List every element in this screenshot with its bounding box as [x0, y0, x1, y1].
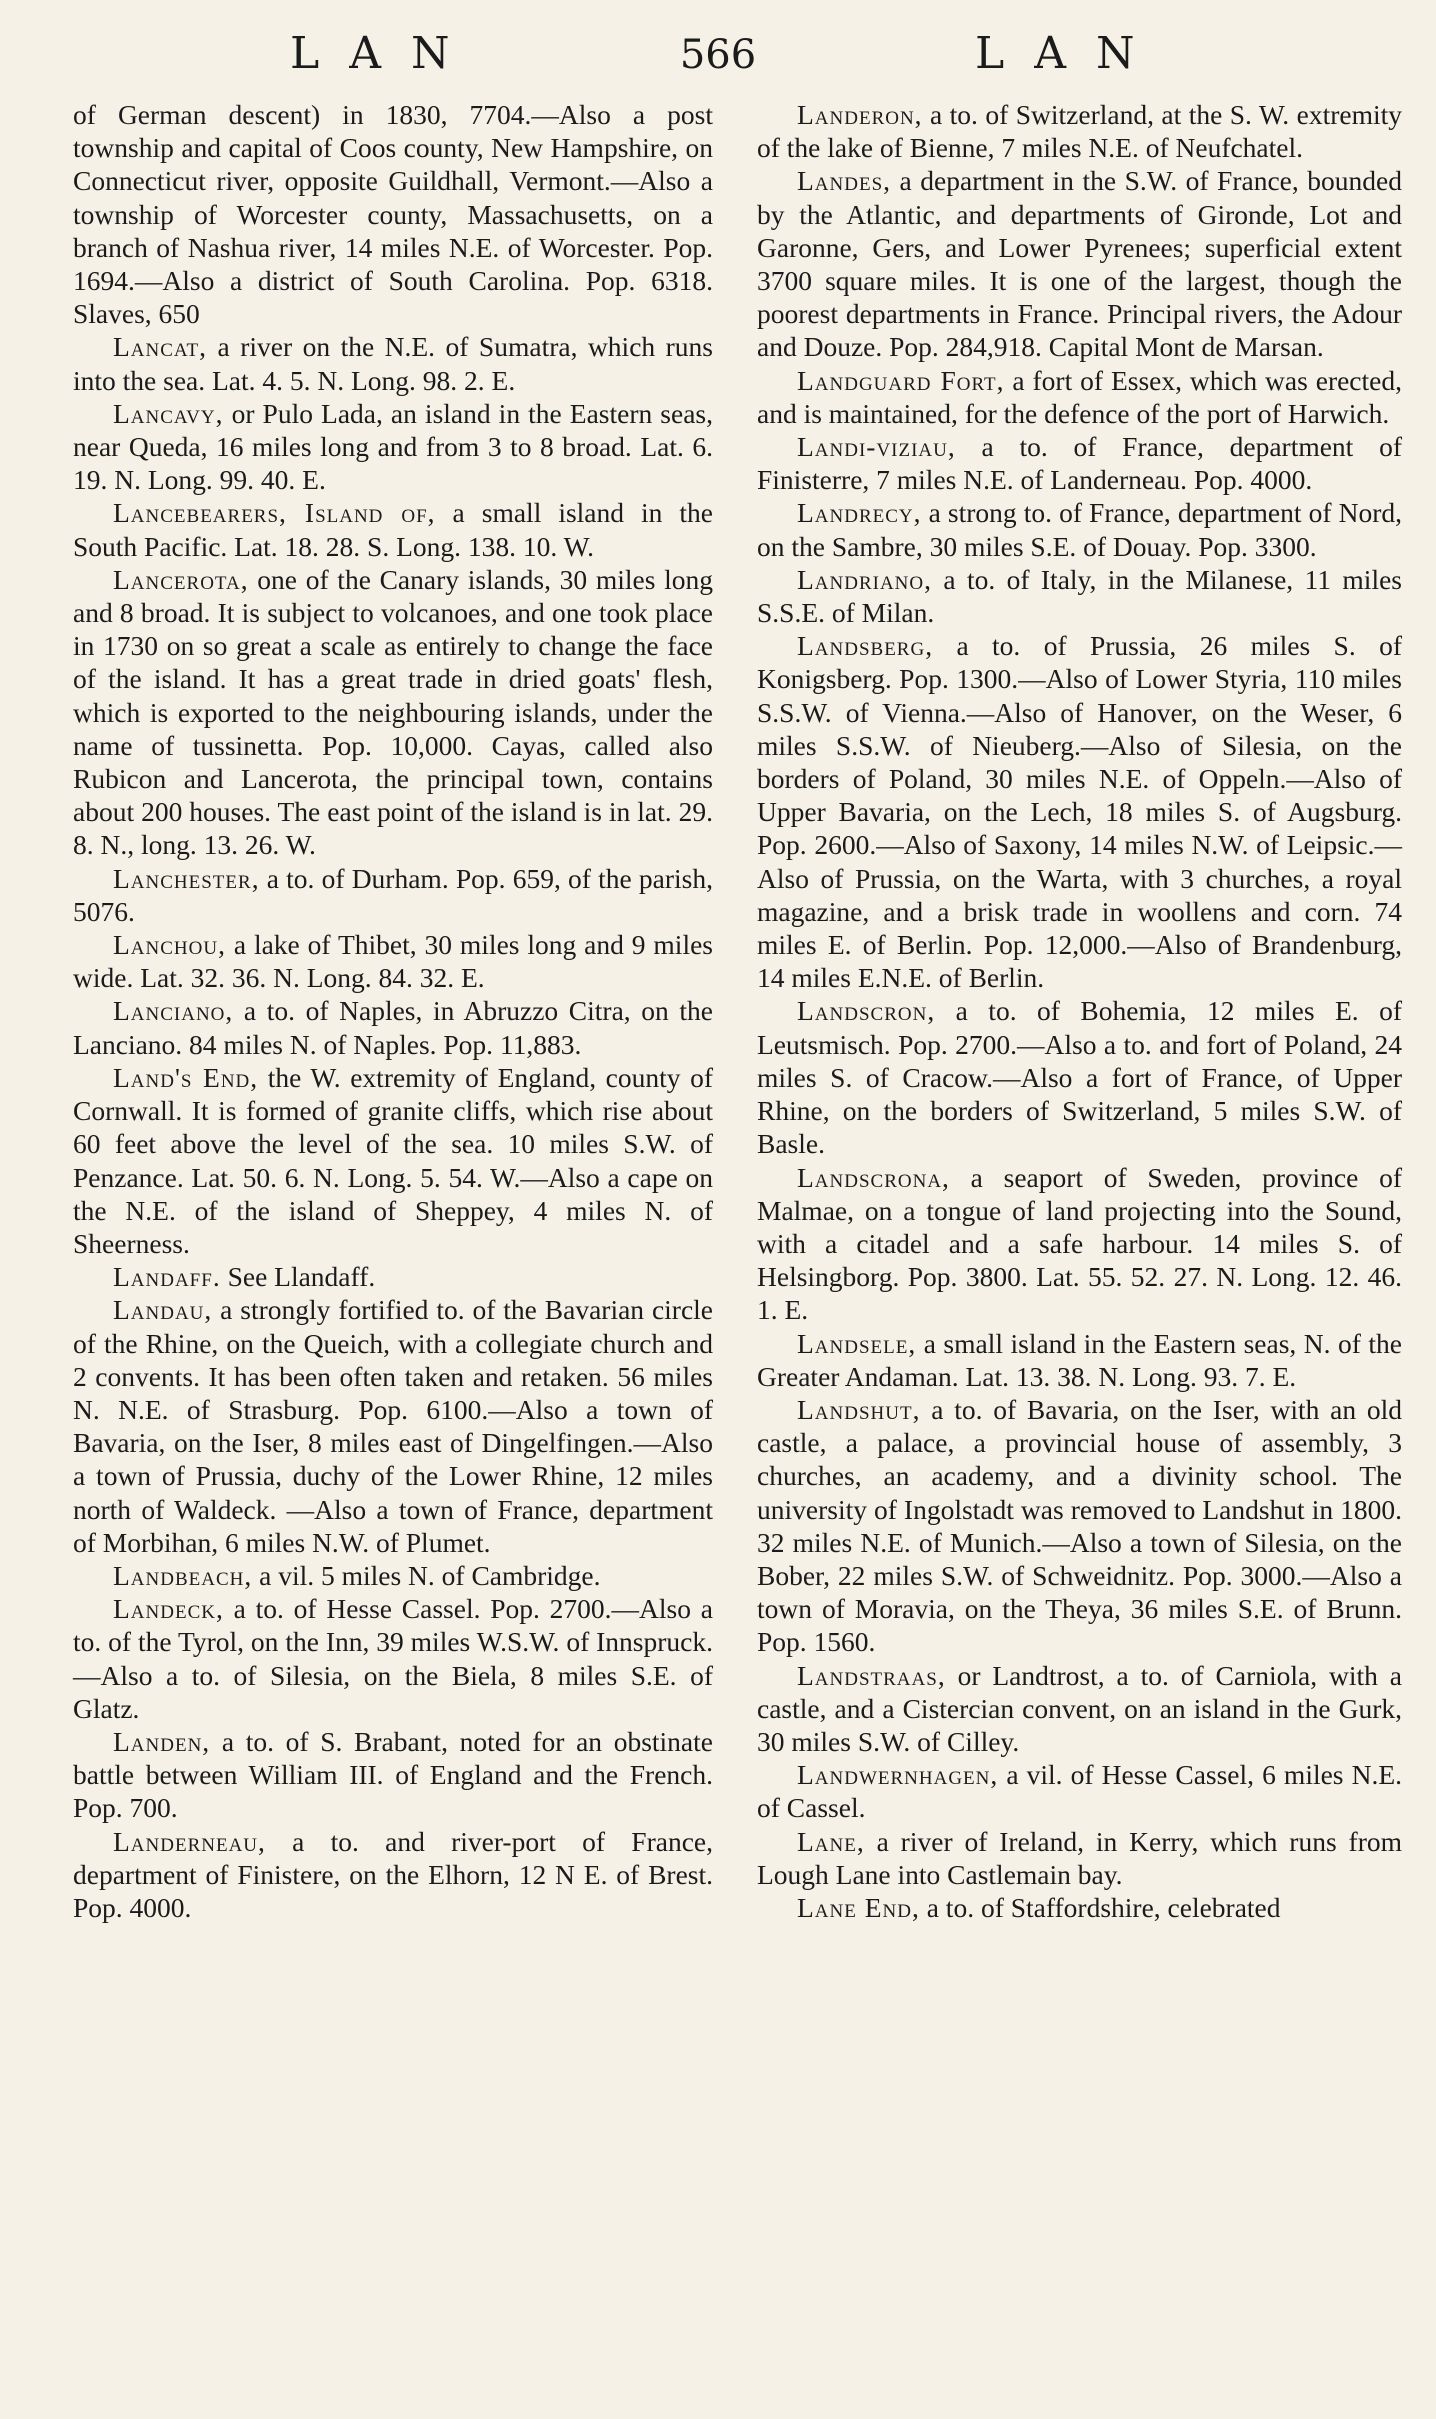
- entry-text: a strong to. of France, department of Nord, on the Sambre, 30 miles S.E. of Douay. Pop. 3300.: [757, 497, 1402, 562]
- entry-text: or Pulo Lada, an island in the Eastern seas, near Queda, 16 miles long and from 3 to 8 broad. Lat. 6. 19. N. Long. 99. 40. E.: [73, 397, 713, 496]
- entry-headword: Landriano,: [797, 563, 933, 595]
- entry-text: the W. extremity of England, county of Cornwall. It is formed of granite cliffs, which rise about 60 feet above the level of the sea. 10 miles S.W. of Penzance. Lat. 50. 6. N. Long. 5. 54. W.—Also a cape on the N.E. of the island of Sheppey, 4 miles N. of Sheerness.: [73, 1061, 713, 1259]
- entry-text: or Landtrost, a to. of Carniola, with a castle, and a Cistercian convent, on an island in the Gurk, 30 miles S.W. of Cilley.: [757, 1659, 1402, 1757]
- gazetteer-entry: [73, 1592, 713, 1725]
- entry-headword: Lancebearers, Island of,: [113, 497, 436, 529]
- gazetteer-entry: [757, 1327, 1402, 1393]
- gazetteer-entry: [757, 563, 1402, 629]
- gazetteer-entry: [73, 1293, 713, 1559]
- left-column: [73, 98, 713, 1924]
- gazetteer-entry: [73, 928, 713, 994]
- gazetteer-entry: [73, 1260, 713, 1293]
- entry-text: a to. of Prussia, 26 miles S. of Konigsberg. Pop. 1300.—Also of Lower Styria, 110 miles S.S.W. of Vienna.—Also of Hanover, on the Weser, 6 miles S.S.W. of Nieuberg.—Also of Silesia, on the borders of Poland, 30 miles N.E. of Oppeln.—Also of Upper Bavaria, on the Lech, 18 miles S. of Augsburg. Pop. 2600.—Also of Saxony, 14 miles N.W. of Leipsic.—Also of Prussia, on the Warta, with 3 churches, a royal magazine, and a brisk trade in woollens and corn. 74 miles E. of Berlin. Pop. 12,000.—Also of Brandenburg, 14 miles E.N.E. of Berlin.: [757, 630, 1402, 994]
- entry-text: a vil. 5 miles N. of Cambridge.: [252, 1559, 601, 1591]
- running-header: [0, 28, 1436, 88]
- entry-text: a seaport of Sweden, province of Malmae, on a tongue of land projecting into the Sound, with a citadel and a safe harbour. 14 miles S. of Helsingborg. Pop. 3800. Lat. 55. 52. 27. N. Long. 12. 46. 1. E.: [757, 1161, 1402, 1326]
- gazetteer-entry: [757, 164, 1402, 363]
- entry-headword: Landguard Fort,: [797, 364, 1005, 396]
- entry-headword: Landerneau,: [113, 1825, 266, 1857]
- entry-headword: Landsele,: [797, 1327, 917, 1359]
- gazetteer-entry: [757, 1825, 1402, 1891]
- entry-headword: Lancat,: [113, 331, 208, 363]
- entry-headword: Lanchester,: [113, 862, 260, 894]
- entry-headword: Landi-viziau,: [797, 431, 956, 463]
- gazetteer-entry: [757, 496, 1402, 562]
- entry-headword: Landeron,: [797, 99, 923, 130]
- gazetteer-entry: [757, 629, 1402, 994]
- entry-text: a to. of Staffordshire, celebrated: [919, 1891, 1281, 1923]
- entry-text: a to. of S. Brabant, noted for an obstinate battle between William III. of England and the French. Pop. 700.: [73, 1725, 713, 1824]
- gazetteer-entry: [73, 1559, 713, 1592]
- entry-text: a river of Ireland, in Kerry, which runs from Lough Lane into Castlemain bay.: [757, 1825, 1402, 1890]
- gazetteer-entry: [757, 430, 1402, 496]
- entry-headword: Lancavy,: [113, 397, 224, 429]
- entry-headword: Lanchou,: [113, 929, 226, 961]
- entry-text: a river on the N.E. of Sumatra, which runs into the sea. Lat. 4. 5. N. Long. 98. 2. E.: [73, 331, 713, 396]
- gazetteer-entry: [757, 98, 1402, 164]
- entry-text: one of the Canary islands, 30 miles long and 8 broad. It is subject to volcanoes, and one took place in 1730 on so great a scale as entirely to change the face of the island. It has a great trade in dried goats' flesh, which is exported to the neighbouring islands, under the name of tussinetta. Pop. 10,000. Cayas, called also Rubicon and Lancerota, the principal town, contains about 200 houses. The east point of the island is in lat. 29. 8. N., long. 13. 26. W.: [73, 563, 713, 861]
- entry-headword: Lanciano,: [113, 995, 234, 1027]
- entry-text: a to. of Durham. Pop. 659, of the parish, 5076.: [73, 862, 713, 927]
- entry-headword: Landscrona,: [797, 1161, 950, 1193]
- gazetteer-entry: [73, 397, 713, 497]
- entry-headword: Landshut,: [797, 1393, 921, 1425]
- gazetteer-entry: [73, 1825, 713, 1925]
- right-column: [757, 98, 1402, 1924]
- gazetteer-entry: [73, 862, 713, 928]
- entry-text: a to. and river-port of France, department of Finistere, on the Elhorn, 12 N E. of Brest. Pop. 4000.: [73, 1825, 713, 1923]
- entry-headword: Lane End,: [797, 1891, 920, 1923]
- entry-text: a to. of Switzerland, at the S. W. extremity of the lake of Bienne, 7 miles N.E. of Neufchatel.: [757, 99, 1402, 164]
- entry-text: a small island in the South Pacific. Lat. 18. 28. S. Long. 138. 10. W.: [73, 497, 713, 562]
- entry-text: of German descent) in 1830, 7704.—Also a post township and capital of Coos county, New Hampshire, on Connecticut river, opposite Guildhall, Vermont.—Also a township of Worcester county, Massachusetts, on a branch of Nashua river, 14 miles N.E. of Worcester. Pop. 1694.—Also a district of South Carolina. Pop. 6318. Slaves, 650: [73, 99, 713, 330]
- entry-headword: Landwernhagen,: [797, 1759, 999, 1791]
- entry-headword: Landsberg,: [797, 630, 934, 662]
- entry-text: a to. of Italy, in the Milanese, 11 miles S.S.E. of Milan.: [757, 563, 1402, 629]
- entry-headword: Lancerota,: [113, 563, 249, 595]
- entry-headword: Landscron,: [797, 995, 936, 1027]
- entry-text: a fort of Essex, which was erected, and is maintained, for the defence of the port of Harwich.: [757, 364, 1402, 429]
- gazetteer-entry: [757, 1393, 1402, 1659]
- gazetteer-entry: [73, 1725, 713, 1825]
- entry-text: a strongly fortified to. of the Bavarian circle of the Rhine, on the Queich, with a collegiate church and 2 convents. It has been often taken and retaken. 56 miles N. N.E. of Strasburg. Pop. 6100.—Also a town of Bavaria, on the Iser, 8 miles east of Dingelfingen.—Also a town of Prussia, duchy of the Lower Rhine, 12 miles north of Waldeck. —Also a town of France, department of Morbihan, 6 miles N.W. of Plumet.: [73, 1294, 713, 1558]
- entry-headword: Landaff.: [113, 1261, 221, 1293]
- entry-text: a department in the S.W. of France, bounded by the Atlantic, and departments of Gironde, Lot and Garonne, Gers, and Lower Pyrenees; superficial extent 3700 square miles. It is one of the largest, though the poorest departments in France. Principal rivers, the Adour and Douze. Pop. 284,918. Capital Mont de Marsan.: [757, 165, 1402, 363]
- entry-headword: Landen,: [113, 1725, 211, 1757]
- entry-text: See Llandaff.: [220, 1261, 376, 1293]
- gazetteer-entry: [73, 563, 713, 862]
- header-left-word: LAN: [290, 28, 480, 79]
- entry-text: a to. of Bavaria, on the Iser, with an old castle, a palace, a provincial house of assembly, 3 churches, an academy, and a divinity school. The university of Ingolstadt was removed to Landshut in 1800. 32 miles N.E. of Munich.—Also a town of Silesia, on the Bober, 22 miles S.W. of Schweidnitz. Pop. 3000.—Also a town of Moravia, on the Theya, 36 miles S.E. of Brunn. Pop. 1560.: [757, 1393, 1402, 1658]
- gazetteer-entry: [757, 364, 1402, 430]
- entry-text: a lake of Thibet, 30 miles long and 9 miles wide. Lat. 32. 36. N. Long. 84. 32. E.: [73, 929, 713, 994]
- entry-headword: Lane,: [797, 1825, 865, 1857]
- entry-headword: Landeck,: [113, 1593, 224, 1625]
- header-right-word: LAN: [975, 28, 1165, 79]
- entry-headword: Landau,: [113, 1294, 213, 1326]
- entry-text: a to. of Bohemia, 12 miles E. of Leutsmisch. Pop. 2700.—Also a to. and fort of Poland, 24 miles S. of Cracow.—Also a fort of France, of Upper Rhine, on the borders of Switzerland, 5 miles S.W. of Basle.: [757, 995, 1402, 1160]
- entry-headword: Landstraas,: [797, 1659, 946, 1691]
- entry-text: a vil. of Hesse Cassel, 6 miles N.E. of Cassel.: [757, 1759, 1402, 1824]
- gazetteer-entry: [73, 330, 713, 396]
- entry-headword: Land's End,: [113, 1061, 259, 1093]
- entry-text: a to. of Naples, in Abruzzo Citra, on the Lanciano. 84 miles N. of Naples. Pop. 11,883.: [73, 995, 713, 1060]
- gazetteer-entry: [73, 496, 713, 562]
- gazetteer-entry: [757, 1891, 1402, 1924]
- entry-text: a to. of France, department of Finisterre, 7 miles N.E. of Landerneau. Pop. 4000.: [757, 431, 1402, 496]
- entry-text: a small island in the Eastern seas, N. of the Greater Andaman. Lat. 13. 38. N. Long. 93. 7. E.: [757, 1327, 1402, 1392]
- gazetteer-entry: [757, 994, 1402, 1160]
- gazetteer-entry: [73, 994, 713, 1060]
- gazetteer-entry: [757, 1161, 1402, 1327]
- entry-text: a to. of Hesse Cassel. Pop. 2700.—Also a to. of the Tyrol, on the Inn, 39 miles W.S.W. of Innspruck.—Also a to. of Silesia, on the Biela, 8 miles S.E. of Glatz.: [73, 1593, 713, 1724]
- gazetteer-entry: [757, 1659, 1402, 1759]
- page-number: 566: [679, 32, 757, 78]
- gazetteer-entry: [757, 1758, 1402, 1824]
- entry-headword: Landrecy,: [797, 497, 922, 529]
- entry-headword: Landbeach,: [113, 1559, 253, 1591]
- gazetteer-entry: [73, 98, 713, 330]
- entry-headword: Landes,: [797, 165, 892, 197]
- gazetteer-entry: [73, 1061, 713, 1260]
